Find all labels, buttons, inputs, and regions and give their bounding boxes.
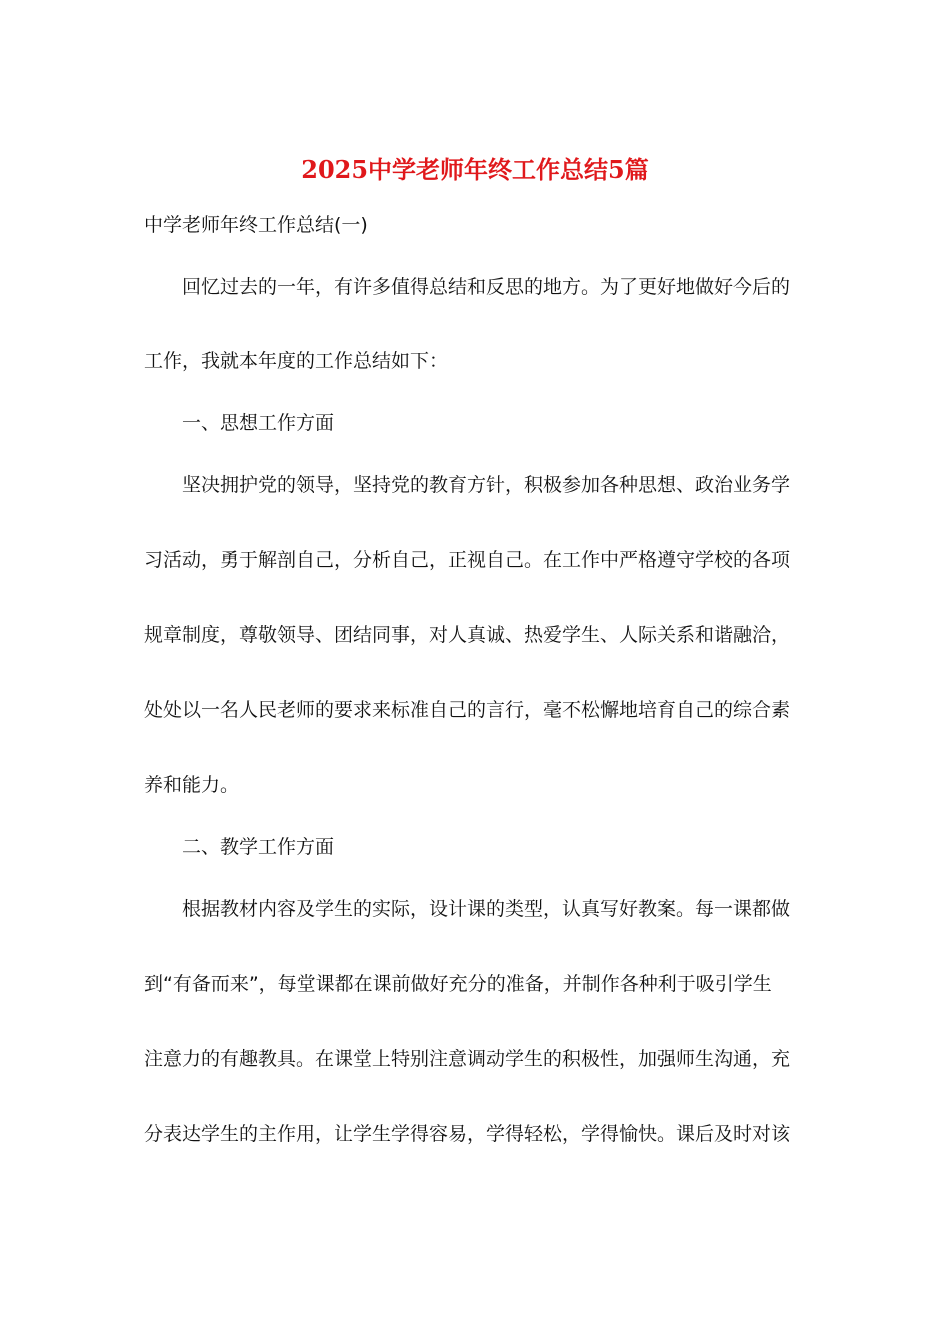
subsection-heading: 二、教学工作方面 [182,836,335,858]
subsection-heading: 一、思想工作方面 [182,412,335,434]
paragraph-line: 处处以一名人民老师的要求来标准自己的言行，毫不松懈地培育自己的综合素 [144,699,791,721]
paragraph-line: 根据教材内容及学生的实际，设计课的类型，认真写好教案。每一课都做 [182,898,791,920]
paragraph-line: 坚决拥护党的领导，坚持党的教育方针，积极参加各种思想、政治业务学 [182,474,791,496]
document-title: 2025中学老师年终工作总结5篇 [301,155,649,184]
paragraph-line: 回忆过去的一年，有许多值得总结和反思的地方。为了更好地做好今后的 [182,276,791,298]
paragraph-line: 习活动，勇于解剖自己，分析自己，正视自己。在工作中严格遵守学校的各项 [144,549,791,571]
paragraph-line: 规章制度，尊敬领导、团结同事，对人真诚、热爱学生、人际关系和谐融洽， [144,624,791,646]
paragraph-line: 注意力的有趣教具。在课堂上特别注意调动学生的积极性，加强师生沟通，充 [144,1048,791,1070]
paragraph-line: 养和能力。 [144,774,240,796]
paragraph-line: 到“有备而来”，每堂课都在课前做好充分的准备，并制作各种利于吸引学生 [144,973,772,995]
paragraph-line: 工作，我就本年度的工作总结如下： [144,350,449,372]
paragraph-line: 分表达学生的主作用，让学生学得容易，学得轻松，学得愉快。课后及时对该 [144,1123,791,1145]
section-heading: 中学老师年终工作总结(一) [144,214,368,236]
